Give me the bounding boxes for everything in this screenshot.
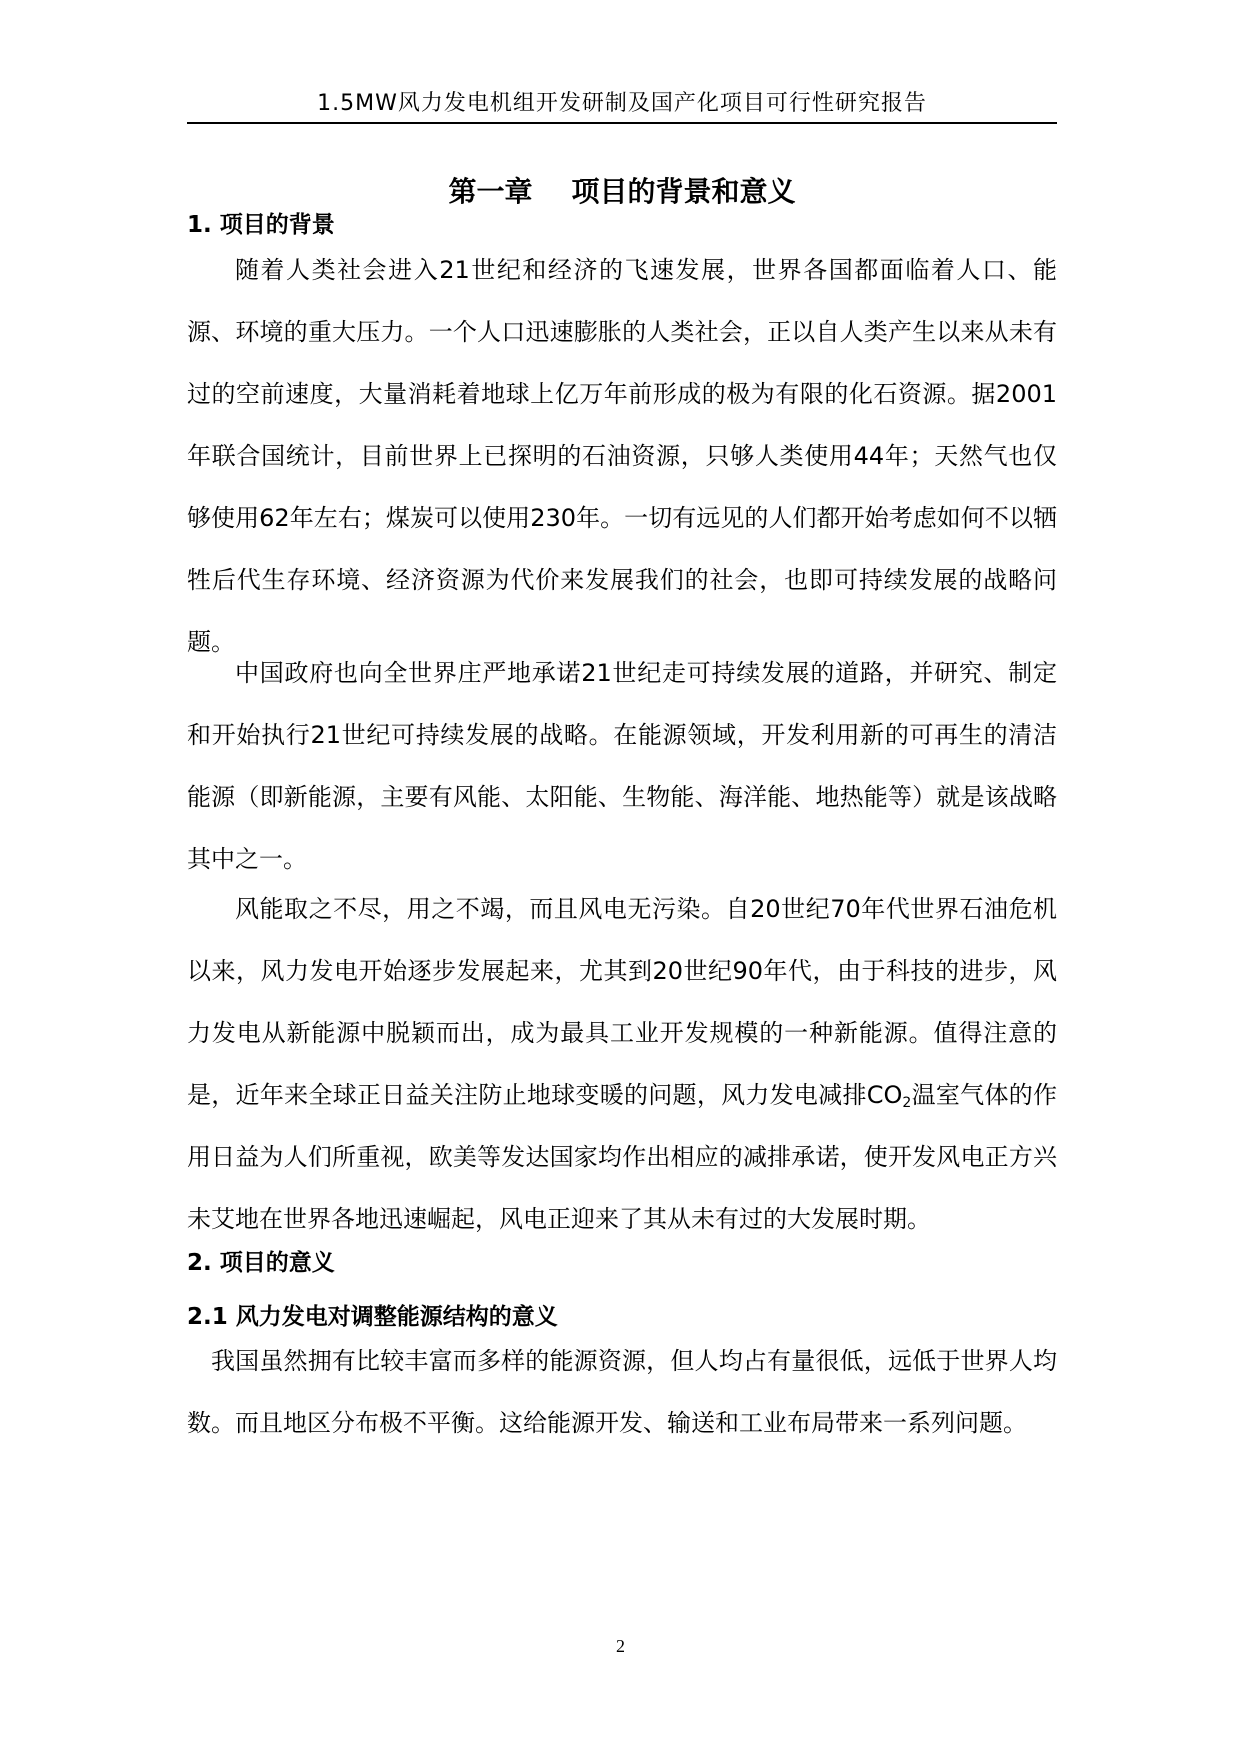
header-rule [187,122,1057,124]
paragraph-4: 我国虽然拥有比较丰富而多样的能源资源，但人均占有量很低，远低于世界人均数。而且地区分布极不平衡。这给能源开发、输送和工业布局带来一系列问题。 [187,1347,1057,1437]
paragraph-3-tail: 温室气体的作用日益为人们所重视，欧美等发达国家均作出相应的减排承诺，使开发风电正方兴未艾地在世界各地迅速崛起，风电正迎来了其从未有过的大发展时期。 [187,1081,1058,1233]
paragraph-3-text: 风能取之不尽，用之不竭，而且风电无污染。自20世纪70年代世界石油危机以来，风力发电开始逐步发展起来，尤其到20世纪90年代，由于科技的进步，风力发电从新能源中脱颖而出，成为最具工业开发规模的一种新能源。值得注意的是，近年来全球正日益关注防止地球变暖的问题，风力发电减排 [187,895,1057,1109]
running-header: 1.5MW风力发电机组开发研制及国产化项目可行性研究报告 [317,91,927,116]
section-heading-background: 1. 项目的背景 [187,212,335,238]
co2-formula: $CO_2$ [866,1081,912,1111]
paragraph-2: 中国政府也向全世界庄严地承诺21世纪走可持续发展的道路，并研究、制定和开始执行21世纪可持续发展的战略。在能源领域，开发利用新的可再生的清洁能源（即新能源，主要有风能、太阳能、生物能、海洋能、地热能等）就是该战略其中之一。 [187,659,1057,873]
subsection-heading-energy-structure: 2.1 风力发电对调整能源结构的意义 [187,1304,558,1330]
section-heading-significance: 2. 项目的意义 [187,1250,335,1276]
paragraph-3 [187,878,1057,1250]
page-number: 2 [616,1636,625,1656]
chapter-title: 第一章 项目的背景和意义 [448,175,796,208]
paragraph-1: 随着人类社会进入21世纪和经济的飞速发展，世界各国都面临着人口、能源、环境的重大压力。一个人口迅速膨胀的人类社会，正以自人类产生以来从未有过的空前速度，大量消耗着地球上亿万年前形成的极为有限的化石资源。据2001年联合国统计，目前世界上已探明的石油资源，只够人类使用44年；天然气也仅够使用62年左右；煤炭可以使用230年。一切有远见的人们都开始考虑如何不以牺牲后代生存环境、经济资源为代价来发展我们的社会，也即可持续发展的战略问题。 [187,256,1057,656]
